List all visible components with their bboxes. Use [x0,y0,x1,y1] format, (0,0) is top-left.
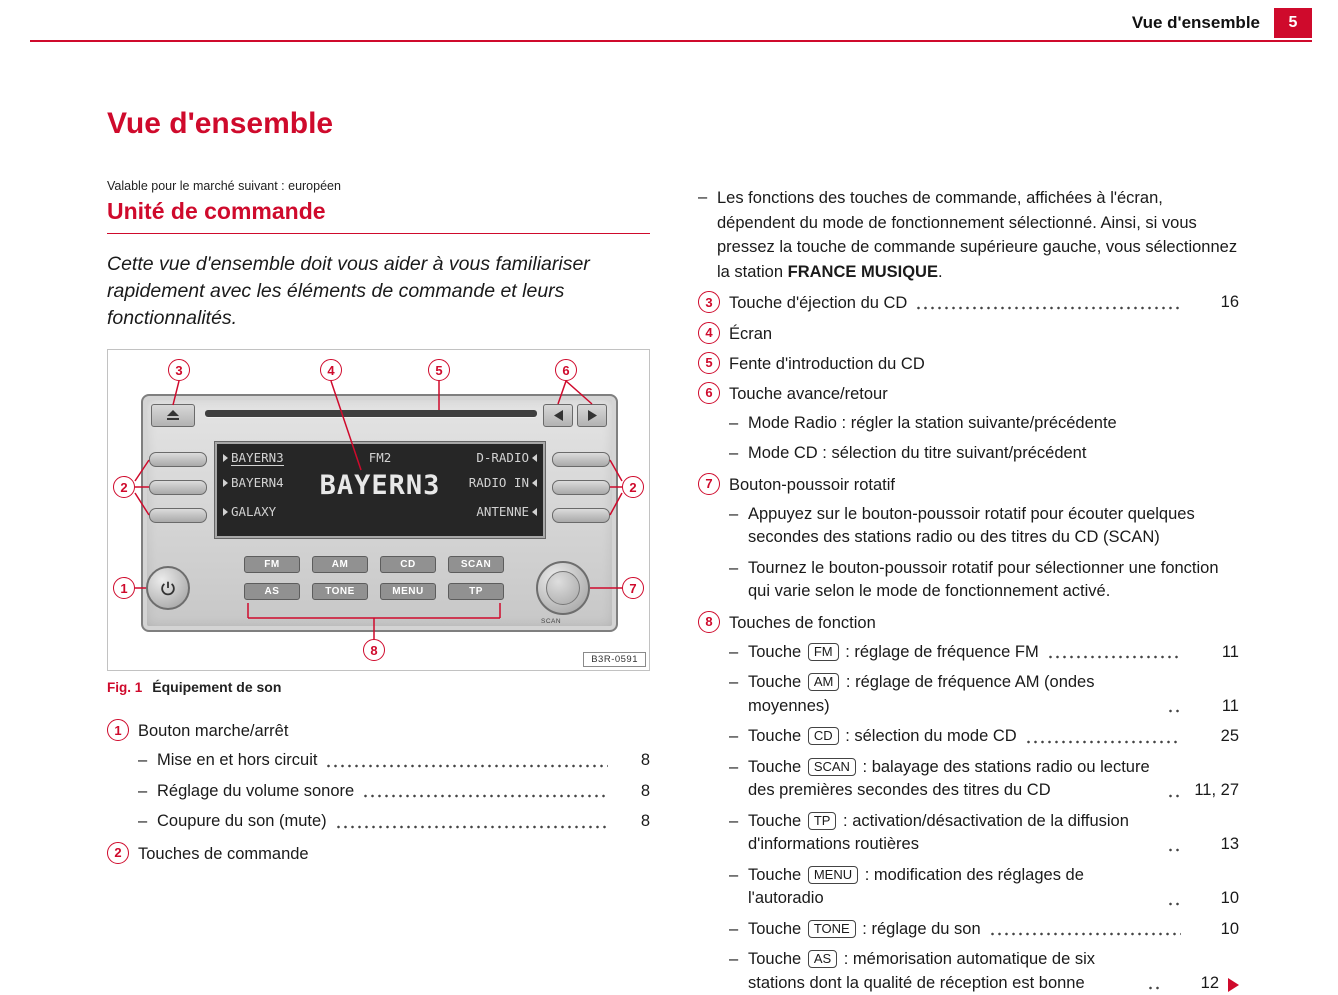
page-ref: 10 [1187,918,1239,942]
legend-subitem-key-scan [729,756,1239,803]
sub-item-text: Coupure du son (mute) [157,810,327,834]
chapter-title: Vue d'ensemble [107,107,650,141]
preset-arrow-icon [223,508,228,516]
menu-key: MENU [380,583,436,600]
keycap-scan: SCAN [808,758,856,776]
keycap-tp: TP [808,812,837,830]
dash-bullet [729,810,748,857]
band-indicator: FM2 [369,450,392,465]
legend-subitem-key-as [729,948,1239,995]
callout-2-right: 2 [622,476,644,498]
dot-leader [325,763,608,769]
item-label: Touche avance/retour [729,382,888,405]
command-button-right-3 [552,508,610,523]
radio-display [215,442,545,538]
radio-faceplate [141,394,618,632]
dot-leader [1167,847,1181,853]
image-code: B3R-0591 [583,652,646,667]
legend-subitem [729,442,1239,466]
sub-item-text: Touche FM : réglage de fréquence FM [748,641,1039,665]
figure [107,349,650,671]
dot-leader [335,824,608,830]
page-ref: 13 [1187,833,1239,857]
keycap-fm: FM [808,643,839,661]
page-ref: 11, 27 [1187,779,1239,803]
dash-bullet [729,557,748,604]
sub-item-text: Touche SCAN : balayage des stations radio ou lecture des premières secondes des titres du CD [748,756,1159,803]
dash-bullet [729,918,748,942]
callout-ref-2: 2 [107,842,129,864]
header-title: Vue d'ensemble [1132,13,1260,33]
dash-bullet [729,756,748,803]
rotary-caption: SCAN [541,618,561,625]
dash-bullet [729,412,748,436]
rotary-knob-cap [546,571,580,605]
command-button-left-2 [149,480,207,495]
item-label: Touche d'éjection du CD [729,291,907,314]
item-label: Touches de commande [138,842,309,865]
callout-2-left: 2 [113,476,135,498]
item-label: Fente d'introduction du CD [729,352,925,375]
cd-key: CD [380,556,436,573]
dash-bullet [729,503,748,550]
sub-item-text: Touche MENU : modification des réglages de l'autoradio [748,864,1159,911]
preset-arrow-icon [223,454,228,462]
dash-bullet [729,864,748,911]
legend-subitem-key-am [729,671,1239,718]
legend-item-6 [698,382,1239,405]
command-button-left-1 [149,452,207,467]
command-button-right-1 [552,452,610,467]
legend-item-3 [698,291,1239,315]
item-label: Écran [729,322,772,345]
legend-subitem-key-tp [729,810,1239,857]
keycap-am: AM [808,673,840,691]
status-arrow-icon [532,508,537,516]
figure-caption [107,679,650,695]
legend-subitem [729,503,1239,550]
legend-item-7 [698,473,1239,496]
callout-ref-1: 1 [107,719,129,741]
sub-item-text: Touche AS : mémorisation automatique de six stations dont la qualité de réception est bonne [748,948,1139,995]
dash-bullet [729,671,748,718]
page-ref: 12 [1167,972,1219,995]
callout-3: 3 [168,359,190,381]
legend-subitem-key-cd [729,725,1239,749]
sub-item-text: Mode Radio : régler la station suivante/précédente [748,412,1117,436]
legend-item-5 [698,352,1239,375]
dot-leader [1167,708,1181,714]
page-ref: 8 [614,749,650,773]
left-column [107,41,650,995]
legend-subitem [729,557,1239,604]
page-ref: 11 [1187,695,1239,719]
page-ref: 8 [614,810,650,834]
item-label: Bouton-poussoir rotatif [729,473,895,496]
preset-left-3: GALAXY [223,504,276,519]
dash-bullet [138,810,157,834]
legend-subitem [138,749,650,773]
right-column [698,41,1239,995]
legend-item-4 [698,322,1239,345]
as-key: AS [244,583,300,600]
sub-item-text: Appuyez sur le bouton-poussoir rotatif pour écouter quelques secondes des stations radio ou des titres du CD (SCAN) [748,503,1239,550]
legend-item-8 [698,611,1239,634]
dot-leader [1147,985,1161,991]
eject-icon [166,410,180,421]
dot-leader [1025,739,1181,745]
dash-bullet [698,186,717,284]
status-arrow-icon [532,454,537,462]
dash-bullet [138,780,157,804]
arrow-right-icon [588,410,597,421]
radio-illustration [108,350,649,670]
intro-paragraph: Cette vue d'ensemble doit vous aider à vous familiariser rapidement avec les éléments de commande et leurs fonctionnalités. [107,251,650,332]
dot-leader [1167,901,1181,907]
figure-label: Fig. 1 [107,680,142,695]
preset-left-2: BAYERN4 [223,475,284,490]
cd-slot [205,410,537,417]
legend-subitem [729,412,1239,436]
legend-subitem-key-tone [729,918,1239,942]
dash-bullet [729,641,748,665]
status-right-1: D-RADIO [476,450,537,465]
keycap-as: AS [808,950,837,968]
dot-leader [362,793,608,799]
callout-ref-5: 5 [698,352,720,374]
sub-item-text: Touche TP : activation/désactivation de la diffusion d'informations routières [748,810,1159,857]
sub-item-text: Touche CD : sélection du mode CD [748,725,1017,749]
next-track-button [577,404,607,427]
power-icon [159,579,177,597]
sub-item-text: Touche TONE : réglage du son [748,918,981,942]
callout-8: 8 [363,639,385,661]
section-title: Unité de commande [107,198,650,234]
tp-key: TP [448,583,504,600]
page-ref: 16 [1187,291,1239,315]
dot-leader [1167,793,1181,799]
station-name-bold: FRANCE MUSIQUE [788,263,938,281]
tone-key: TONE [312,583,368,600]
sub-item-text: Réglage du volume sonore [157,780,354,804]
legend-subitem [138,810,650,834]
callout-7: 7 [622,577,644,599]
dash-bullet [138,749,157,773]
callout-1: 1 [113,577,135,599]
status-right-2: RADIO IN [469,475,537,490]
sub-item-text: Mise en et hors circuit [157,749,317,773]
dot-leader [989,931,1181,937]
callout-ref-6: 6 [698,382,720,404]
item-label: Touches de fonction [729,611,876,634]
figure-title: Équipement de son [152,679,281,695]
status-arrow-icon [532,479,537,487]
legend-list-left [107,719,650,865]
eject-button [151,404,195,427]
page-content [0,41,1338,995]
dot-leader [915,305,1181,311]
scan-key: SCAN [448,556,504,573]
page-header [1132,8,1312,38]
dash-bullet [729,725,748,749]
power-knob [146,566,190,610]
callout-5: 5 [428,359,450,381]
validity-note: Valable pour le marché suivant : européen [107,179,650,193]
status-right-3: ANTENNE [476,504,537,519]
fm-key: FM [244,556,300,573]
preset-left-1: BAYERN3 [223,450,284,465]
current-station: BAYERN3 [320,470,441,501]
continuation-paragraph [698,186,1239,284]
rotary-knob [536,561,590,615]
callout-ref-8: 8 [698,611,720,633]
preset-arrow-icon [223,479,228,487]
legend-subitem-key-menu [729,864,1239,911]
keycap-cd: CD [808,727,839,745]
dash-bullet [729,948,748,995]
callout-4: 4 [320,359,342,381]
previous-track-button [543,404,573,427]
legend-item-2 [107,842,650,865]
callout-6: 6 [555,359,577,381]
legend-item-1 [107,719,650,742]
page-number-badge: 5 [1274,8,1312,38]
dash-bullet [729,442,748,466]
page-ref: 10 [1187,887,1239,911]
sub-item-text: Mode CD : sélection du titre suivant/précédent [748,442,1086,466]
page-ref: 11 [1187,641,1239,665]
callout-ref-4: 4 [698,322,720,344]
continuation-text: Les fonctions des touches de commande, affichées à l'écran, dépendent du mode de fonctionnement sélectionné. Ainsi, si vous pressez la touche de commande supérieure gauche, vous sélectionnez la station FRANCE MUSIQUE. [717,186,1239,284]
callout-ref-7: 7 [698,473,720,495]
page-ref: 8 [614,780,650,804]
dot-leader [1047,654,1181,660]
keycap-tone: TONE [808,920,856,938]
page-ref: 25 [1187,725,1239,749]
sub-item-text: Tournez le bouton-poussoir rotatif pour sélectionner une fonction qui varie selon le mode de fonctionnement activé. [748,557,1239,604]
legend-subitem [138,780,650,804]
arrow-left-icon [554,410,563,421]
legend-subitem-key-fm [729,641,1239,665]
am-key: AM [312,556,368,573]
command-button-right-2 [552,480,610,495]
item-label: Bouton marche/arrêt [138,719,288,742]
sub-item-text: Touche AM : réglage de fréquence AM (ondes moyennes) [748,671,1159,718]
command-button-left-3 [149,508,207,523]
callout-ref-3: 3 [698,291,720,313]
continuation-arrow-icon [1228,978,1239,992]
keycap-menu: MENU [808,866,858,884]
